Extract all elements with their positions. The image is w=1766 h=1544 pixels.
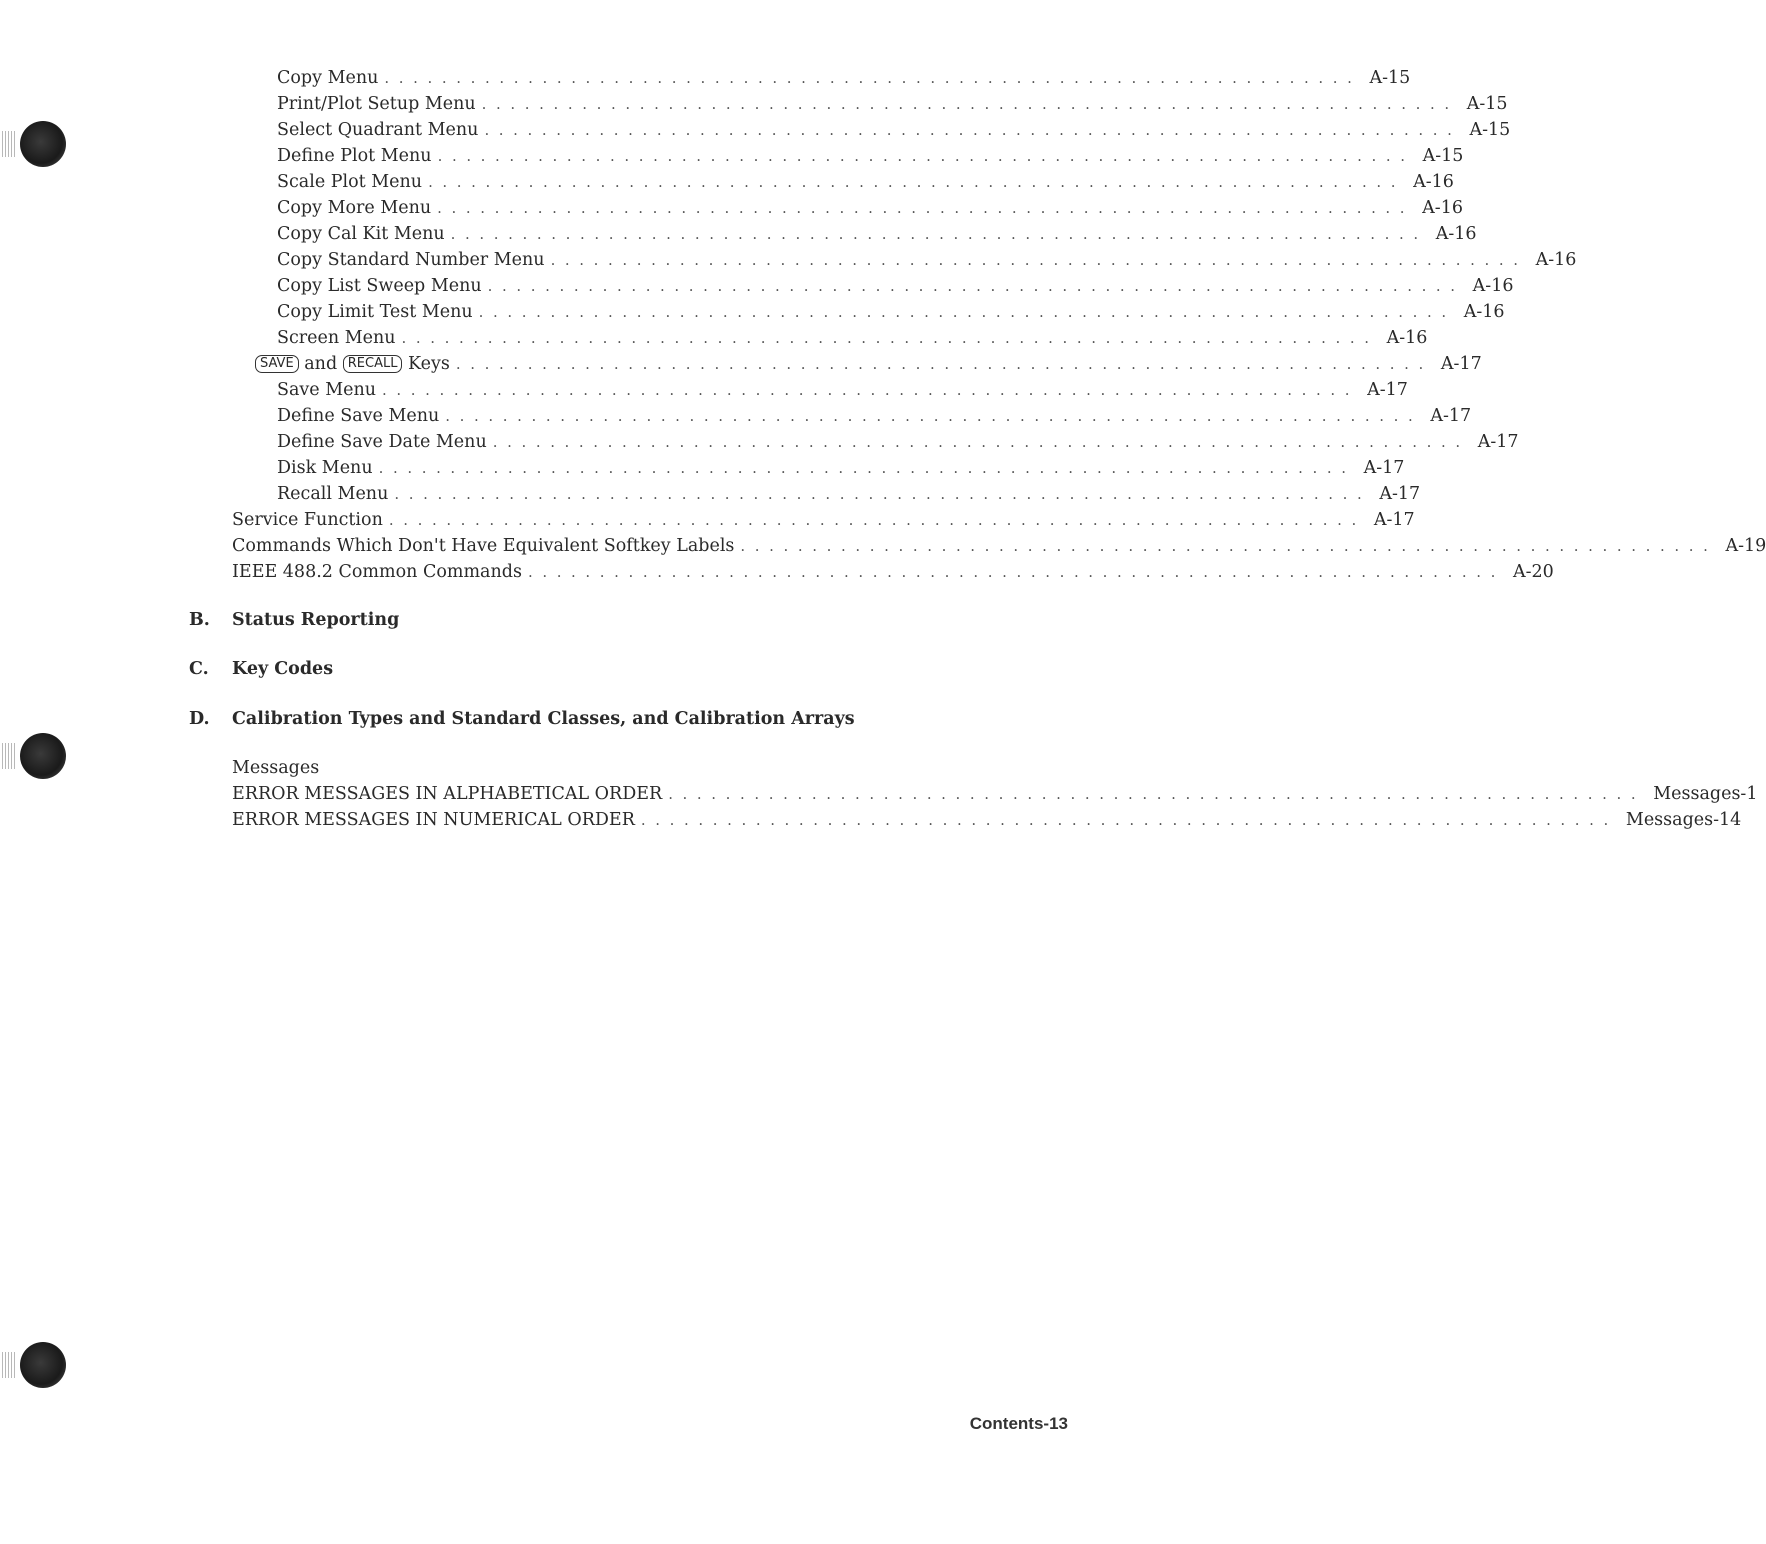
toc-entry-title: Commands Which Don't Have Equivalent Softkey Labels: [232, 536, 735, 556]
binder-hole-top: [20, 121, 66, 167]
toc-entry-title: Save Menu: [277, 380, 377, 400]
toc-entry-disk-menu[interactable]: [277, 455, 1405, 481]
toc-entry-error-messages-alphabetical[interactable]: [232, 781, 1758, 807]
section-letter: B.: [189, 610, 210, 630]
toc-entry-title: Service Function: [232, 510, 383, 530]
dot-leader: ....................................................................: [481, 95, 1459, 113]
dot-leader: ....................................................................: [478, 303, 1456, 321]
toc-entry-page: A-17: [1363, 458, 1405, 478]
toc-entry-title: Copy More Menu: [277, 198, 432, 218]
toc-entry-page: A-15: [1422, 146, 1464, 166]
toc-entry-page: Messages-14: [1625, 810, 1742, 830]
and-text: and: [304, 354, 338, 374]
dot-leader: ....................................................................: [455, 355, 1433, 373]
toc-entry-title: ERROR MESSAGES IN ALPHABETICAL ORDER: [232, 784, 663, 804]
dot-leader: ....................................................................: [437, 147, 1415, 165]
toc-entry-select-quadrant-menu[interactable]: [277, 117, 1511, 143]
toc-entry-save-recall-keys[interactable]: [255, 351, 1482, 377]
toc-entry-error-messages-numerical[interactable]: [232, 807, 1742, 833]
toc-entry-title: Define Plot Menu: [277, 146, 432, 166]
toc-entry-page: A-20: [1512, 562, 1554, 582]
dot-leader: ....................................................................: [378, 459, 1356, 477]
toc-entry-page: Messages-1: [1653, 784, 1758, 804]
toc-entry-page: A-16: [1463, 302, 1505, 322]
messages-heading[interactable]: Messages: [232, 758, 320, 778]
dot-leader: ....................................................................: [384, 69, 1362, 87]
section-title: Calibration Types and Standard Classes, and Calibration Arrays: [232, 709, 855, 729]
toc-entry-page: A-17: [1373, 510, 1415, 530]
toc-entry-page: A-17: [1367, 380, 1408, 400]
toc-entry-commands-without-softkey[interactable]: [232, 533, 1766, 559]
dot-leader: ....................................................................: [450, 225, 1428, 243]
toc-entry-page: A-16: [1386, 328, 1428, 348]
dot-leader: ....................................................................: [527, 563, 1505, 581]
toc-entry-title: ERROR MESSAGES IN NUMERICAL ORDER: [232, 810, 635, 830]
toc-entry-page: A-15: [1466, 94, 1508, 114]
toc-entry-define-plot-menu[interactable]: [277, 143, 1464, 169]
toc-entry-define-save-date-menu[interactable]: [277, 429, 1519, 455]
toc-entry-service-function[interactable]: [232, 507, 1415, 533]
toc-entry-title: Copy Standard Number Menu: [277, 250, 545, 270]
dot-leader: ....................................................................: [492, 433, 1470, 451]
dot-leader: ....................................................................: [428, 173, 1406, 191]
toc-entry-save-menu[interactable]: [277, 377, 1408, 403]
dot-leader: ....................................................................: [394, 485, 1372, 503]
toc-entry-copy-limit-test-menu[interactable]: [277, 299, 1505, 325]
toc-entry-define-save-menu[interactable]: [277, 403, 1472, 429]
dot-leader: ....................................................................: [668, 785, 1646, 803]
toc-entry-print-plot-setup-menu[interactable]: [277, 91, 1508, 117]
recall-key-icon: RECALL: [343, 355, 403, 373]
dot-leader: ....................................................................: [550, 251, 1528, 269]
toc-entry-scale-plot-menu[interactable]: [277, 169, 1454, 195]
toc-entry-page: A-16: [1413, 172, 1454, 192]
toc-entry-page: A-16: [1472, 276, 1514, 296]
dot-leader: ....................................................................: [484, 121, 1462, 139]
toc-entry-copy-menu[interactable]: [277, 65, 1411, 91]
toc-entry-copy-more-menu[interactable]: [277, 195, 1463, 221]
section-letter: C.: [189, 659, 209, 679]
section-b[interactable]: [189, 607, 1089, 633]
dot-leader: ....................................................................: [437, 199, 1415, 217]
toc-entry-title: Copy Limit Test Menu: [277, 302, 473, 322]
dot-leader: ....................................................................: [445, 407, 1423, 425]
toc-entry-page: A-16: [1422, 198, 1463, 218]
toc-entry-ieee-common-commands[interactable]: [232, 559, 1554, 585]
toc-entry-title: [255, 351, 456, 377]
section-title: Key Codes: [232, 659, 334, 679]
dot-leader: ....................................................................: [382, 381, 1360, 399]
dot-leader: ....................................................................: [487, 277, 1465, 295]
toc-entry-title: Copy Cal Kit Menu: [277, 224, 445, 244]
toc-entry-page: A-16: [1435, 224, 1477, 244]
toc-entry-title: Define Save Date Menu: [277, 432, 487, 452]
page-footer: Contents-13: [969, 1414, 1068, 1433]
section-title: Status Reporting: [232, 610, 400, 630]
toc-entry-page: A-17: [1477, 432, 1519, 452]
toc-entry-page: A-17: [1430, 406, 1472, 426]
toc-entry-page: A-17: [1379, 484, 1421, 504]
toc-entry-page: A-16: [1535, 250, 1577, 270]
toc-entry-title: Copy Menu: [277, 68, 379, 88]
toc-entry-page: A-19: [1725, 536, 1766, 556]
section-c[interactable]: [189, 656, 1089, 682]
toc-entry-title: Copy List Sweep Menu: [277, 276, 482, 296]
save-key-icon: SAVE: [255, 355, 299, 373]
toc-entry-title: IEEE 488.2 Common Commands: [232, 562, 522, 582]
toc-entry-title: Define Save Menu: [277, 406, 440, 426]
toc-entry-title: Scale Plot Menu: [277, 172, 423, 192]
toc-entry-title: Recall Menu: [277, 484, 389, 504]
toc-entry-page: A-15: [1469, 120, 1511, 140]
toc-entry-title: Disk Menu: [277, 458, 373, 478]
toc-entry-title: Screen Menu: [277, 328, 396, 348]
toc-entry-copy-list-sweep-menu[interactable]: [277, 273, 1514, 299]
toc-entry-screen-menu[interactable]: [277, 325, 1428, 351]
toc-entry-page: A-15: [1369, 68, 1411, 88]
binder-hole-bottom: [20, 1342, 66, 1388]
dot-leader: ....................................................................: [401, 329, 1379, 347]
keys-text: Keys: [408, 354, 450, 374]
toc-entry-page: A-17: [1440, 354, 1482, 374]
dot-leader: ....................................................................: [740, 537, 1718, 555]
toc-entry-title: Print/Plot Setup Menu: [277, 94, 476, 114]
section-letter: D.: [189, 709, 210, 729]
toc-entry-copy-cal-kit-menu[interactable]: [277, 221, 1477, 247]
section-d[interactable]: [189, 706, 1089, 732]
dot-leader: ....................................................................: [388, 511, 1366, 529]
binder-hole-middle: [20, 733, 66, 779]
toc-entry-recall-menu[interactable]: [277, 481, 1421, 507]
toc-entry-title: Select Quadrant Menu: [277, 120, 479, 140]
toc-entry-copy-standard-number-menu[interactable]: [277, 247, 1577, 273]
dot-leader: ....................................................................: [640, 811, 1618, 829]
